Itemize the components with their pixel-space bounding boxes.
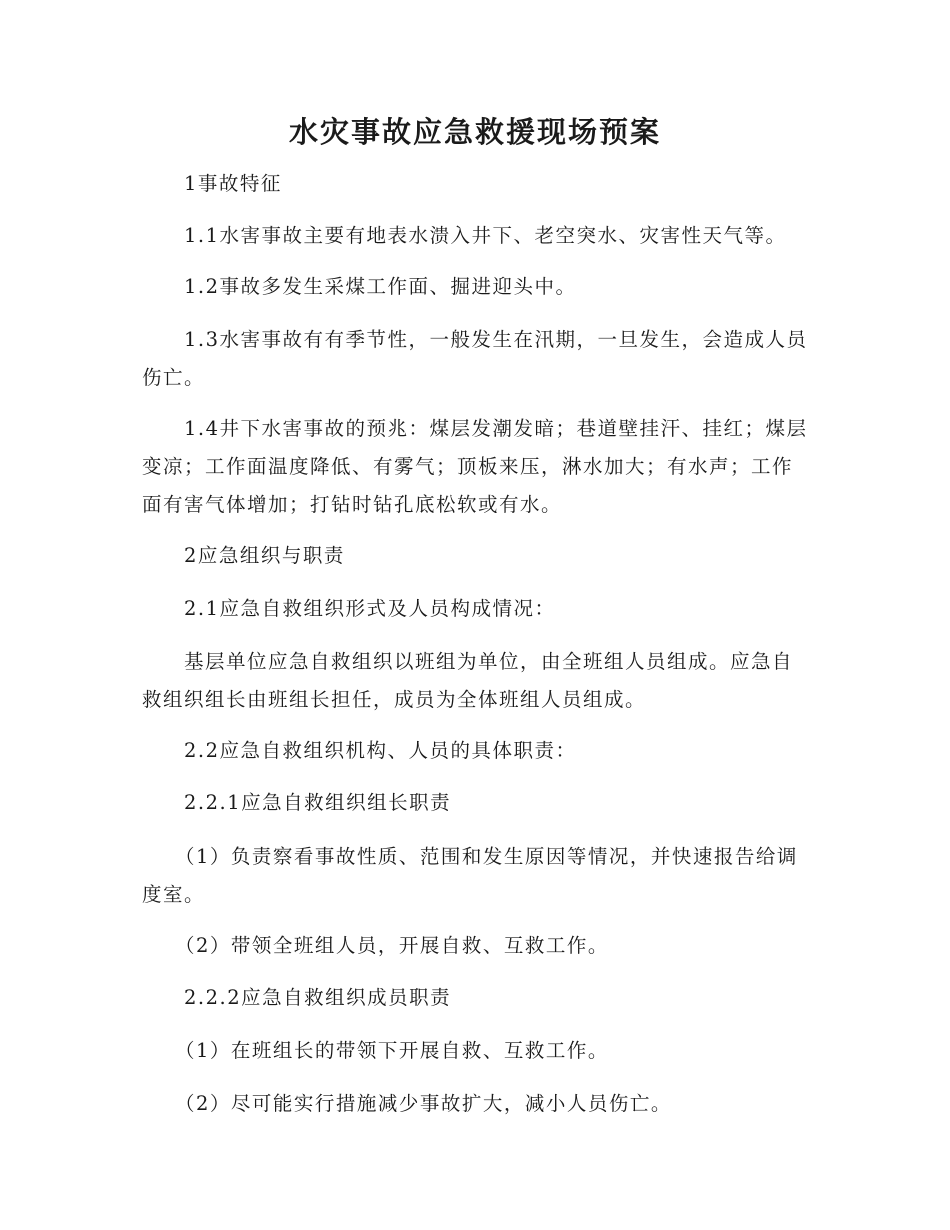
section-heading-1: 1事故特征 bbox=[184, 172, 282, 195]
paragraph-2-2: 2.2应急自救组织机构、人员的具体职责： bbox=[184, 739, 577, 762]
list-item-leader-2: （2）带领全班组人员，开展自救、互救工作。 bbox=[175, 934, 609, 957]
paragraph-1-4: 1.4井下水害事故的预兆：煤层发潮发暗；巷道壁挂汗、挂红；煤层变凉；工作面温度降低、有雾气；顶板来压，淋水加大；有水声；工作面有害气体增加；打钻时钻孔底松软或有水。 bbox=[142, 417, 808, 516]
paragraph-2-2-2: 2.2.2应急自救组织成员职责 bbox=[184, 986, 452, 1009]
document-title: 水灾事故应急救援现场预案 bbox=[288, 115, 661, 149]
paragraph-2-1-body: 基层单位应急自救组织以班组为单位，由全班组人员组成。应急自救组织组长由班组长担任，成员为全体班组人员组成。 bbox=[142, 650, 794, 711]
list-item-leader-1: （1）负责察看事故性质、范围和发生原因等情况，并快速报告给调度室。 bbox=[142, 845, 798, 906]
paragraph-2-2-1: 2.2.1应急自救组织组长职责 bbox=[184, 791, 452, 814]
paragraph-1-2: 1.2事故多发生采煤工作面、掘进迎头中。 bbox=[184, 275, 577, 298]
paragraph-1-3: 1.3水害事故有有季节性，一般发生在汛期，一旦发生，会造成人员伤亡。 bbox=[142, 328, 808, 389]
list-item-member-1: （1）在班组长的带领下开展自救、互救工作。 bbox=[175, 1039, 609, 1062]
section-heading-2: 2应急组织与职责 bbox=[184, 544, 345, 567]
paragraph-1-1: 1.1水害事故主要有地表水溃入井下、老空突水、灾害性天气等。 bbox=[184, 224, 787, 247]
list-item-member-2: （2）尽可能实行措施减少事故扩大，减小人员伤亡。 bbox=[175, 1092, 672, 1115]
paragraph-2-1: 2.1应急自救组织形式及人员构成情况： bbox=[184, 597, 556, 620]
